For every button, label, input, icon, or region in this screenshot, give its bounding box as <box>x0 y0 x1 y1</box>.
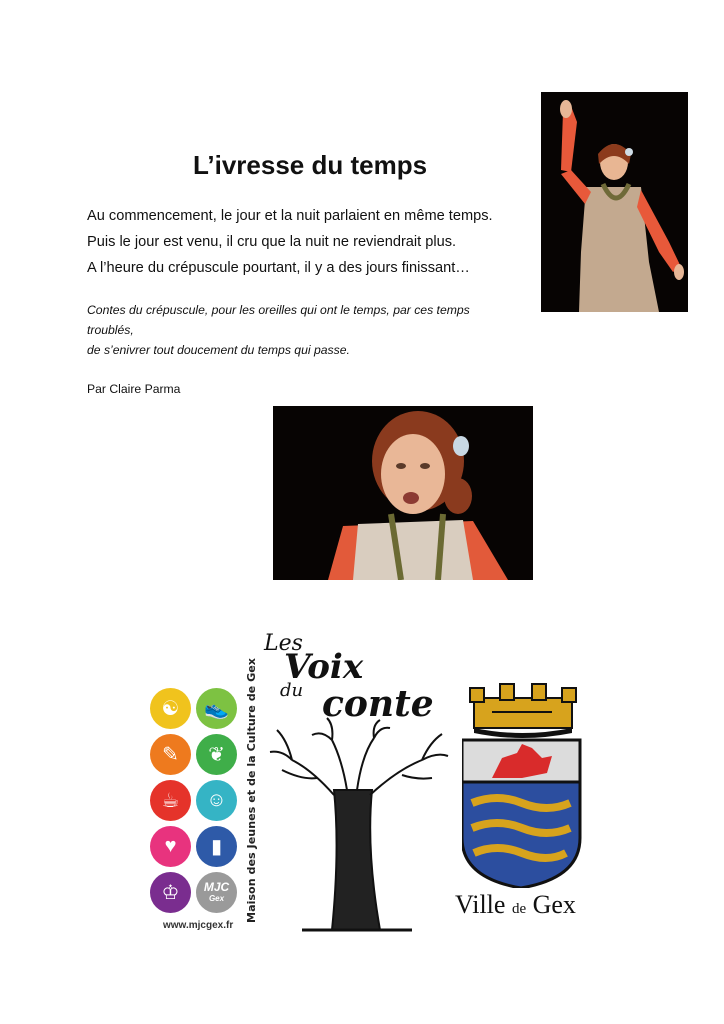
voix-du: du <box>280 680 304 701</box>
ville-gex-word: Gex <box>532 890 576 919</box>
cup-icon: ☕ <box>150 780 191 821</box>
shield-icon <box>462 740 580 888</box>
ville-de-word: de <box>511 901 527 917</box>
author-credit: Par Claire Parma <box>87 382 181 396</box>
mural-crown-icon <box>470 684 576 738</box>
page-title: L’ivresse du temps <box>192 150 428 180</box>
italic-line-3: de s’enivrer tout doucement du temps qui passe. <box>87 343 350 357</box>
voix-conte: conte <box>322 683 434 725</box>
intro-line-3: A l’heure du crépuscule pourtant, il y a des jours finissant… <box>87 260 470 276</box>
shoe-icon: 👟 <box>196 688 237 729</box>
chess-king-icon: ♔ <box>150 872 191 913</box>
intro-line-2: Puis le jour est venu, il cru que la nuit ne reviendrait plus. <box>87 234 457 250</box>
mjc-badge-text: MJC <box>203 879 230 894</box>
ville-word: Ville <box>455 890 506 919</box>
theatre-masks-icon: ☺ <box>196 780 237 821</box>
brush-icon: ✎ <box>150 734 191 775</box>
voix-les: Les <box>264 631 303 656</box>
mjc-logo <box>150 688 240 918</box>
book-icon: ▮ <box>196 826 237 867</box>
italic-line-1: Contes du crépuscule, pour les oreilles qui ont le temps, par ces temps <box>87 303 470 317</box>
mjc-vertical-text <box>240 655 262 925</box>
italic-line-2: troublés, <box>87 323 134 337</box>
mjc-vertical-label: Maison des Jeunes et de la Culture de Gex <box>245 661 258 923</box>
intro-line-1: Au commencement, le jour et la nuit parlaient en même temps. <box>87 208 493 224</box>
mjc-badge <box>196 872 237 913</box>
performer-photo-center <box>273 406 533 580</box>
yin-yang-icon: ☯ <box>150 688 191 729</box>
voix-du-conte-logo <box>262 630 454 935</box>
ville-de-gex-crest <box>462 678 582 888</box>
baobab-tree-icon <box>270 718 448 930</box>
voix-voix: Voix <box>284 647 364 687</box>
heart-icon: ♥ <box>150 826 191 867</box>
ville-de-gex-label <box>455 890 576 920</box>
leaf-icon: ❦ <box>196 734 237 775</box>
performer-photo-top <box>541 92 688 312</box>
mjc-badge-sub: Gex <box>208 893 225 903</box>
mjc-website: www.mjcgex.fr <box>163 920 234 931</box>
